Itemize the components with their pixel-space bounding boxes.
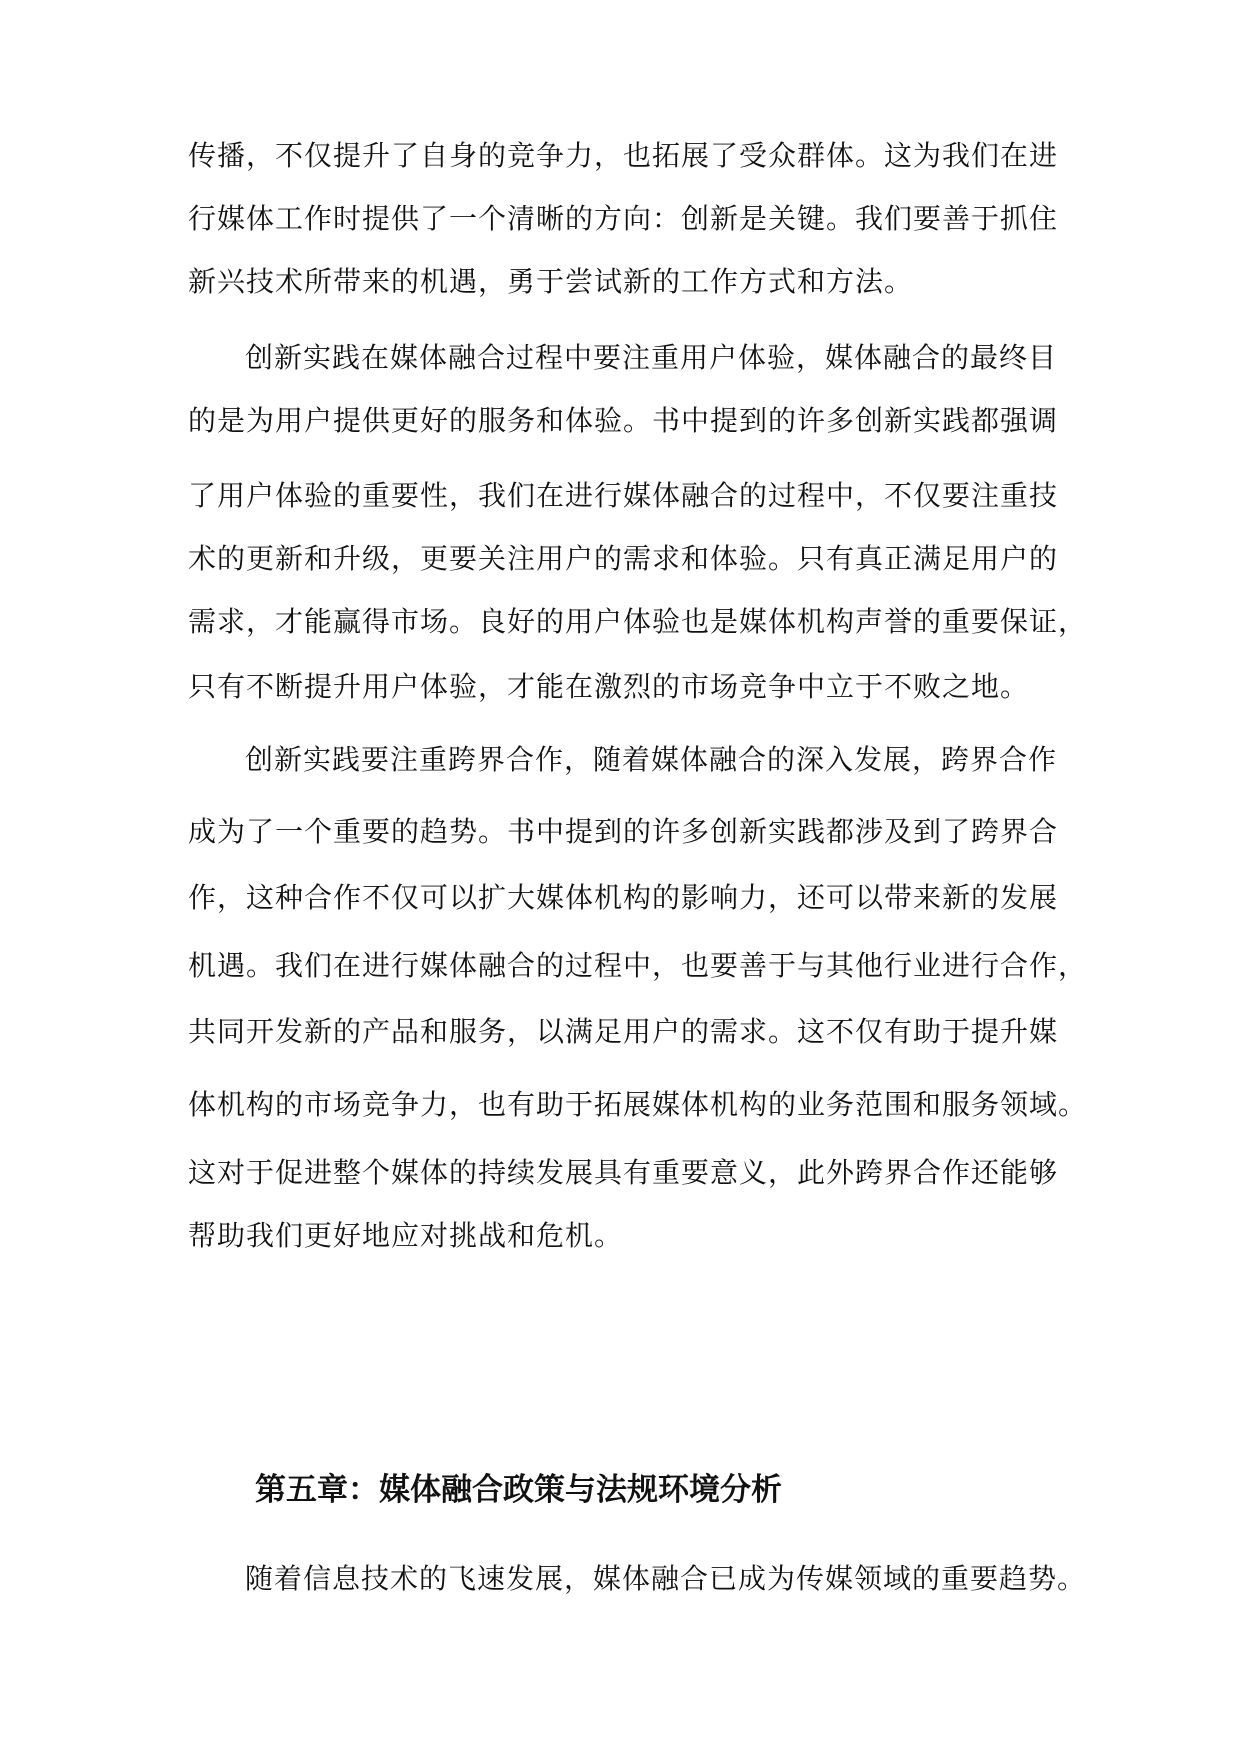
text-line: 帮助我们更好地应对挑战和危机。 <box>188 1219 624 1252</box>
paragraph-first-line: 创新实践在媒体融合过程中要注重用户体验，媒体融合的最终目 <box>245 341 1058 374</box>
text-line: 需求，才能赢得市场。良好的用户体验也是媒体机构声誉的重要保证， <box>188 605 1088 638</box>
text-line: 了用户体验的重要性，我们在进行媒体融合的过程中，不仅要注重技 <box>188 479 1059 512</box>
chapter-heading: 第五章：媒体融合政策与法规环境分析 <box>255 1472 782 1508</box>
paragraph-first-line: 随着信息技术的飞速发展，媒体融合已成为传媒领域的重要趋势。 <box>245 1562 1087 1595</box>
text-line: 作，这种合作不仅可以扩大媒体机构的影响力，还可以带来新的发展 <box>188 881 1059 914</box>
text-line: 的是为用户提供更好的服务和体验。书中提到的许多创新实践都强调 <box>188 404 1059 437</box>
text-line: 传播，不仅提升了自身的竞争力，也拓展了受众群体。这为我们在进 <box>188 139 1059 172</box>
text-line: 术的更新和升级，更要关注用户的需求和体验。只有真正满足用户的 <box>188 542 1059 575</box>
text-line: 行媒体工作时提供了一个清晰的方向：创新是关键。我们要善于抓住 <box>188 202 1059 235</box>
text-line: 只有不断提升用户体验，才能在激烈的市场竞争中立于不败之地。 <box>188 670 1030 703</box>
text-line: 这对于促进整个媒体的持续发展具有重要意义，此外跨界合作还能够 <box>188 1156 1059 1189</box>
paragraph-first-line: 创新实践要注重跨界合作，随着媒体融合的深入发展，跨界合作 <box>245 743 1058 776</box>
text-line: 共同开发新的产品和服务，以满足用户的需求。这不仅有助于提升媒 <box>188 1015 1059 1048</box>
text-line: 新兴技术所带来的机遇，勇于尝试新的工作方式和方法。 <box>188 265 914 298</box>
text-line: 机遇。我们在进行媒体融合的过程中，也要善于与其他行业进行合作， <box>188 949 1088 982</box>
text-line: 成为了一个重要的趋势。书中提到的许多创新实践都涉及到了跨界合 <box>188 815 1059 848</box>
text-line: 体机构的市场竞争力，也有助于拓展媒体机构的业务范围和服务领域。 <box>188 1088 1088 1121</box>
